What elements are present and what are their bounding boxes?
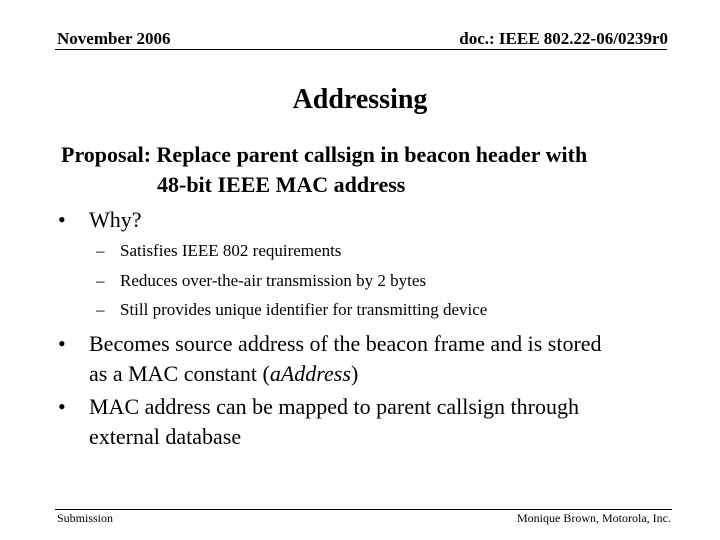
footer-author: Monique Brown, Motorola, Inc.	[517, 511, 671, 525]
proposal-text	[61, 140, 587, 200]
constant-name: aAddress	[269, 361, 351, 386]
bullet-mac	[58, 392, 579, 452]
sub-bullet-text: Reduces over-the-air transmission by 2 bytes	[120, 271, 427, 290]
bullet-marker: •	[58, 394, 66, 419]
bullet-why	[58, 205, 142, 235]
slide-title: Addressing	[292, 84, 428, 115]
sub-bullet-text: Satisfies IEEE 802 requirements	[120, 241, 342, 260]
bullet-becomes-line-1: Becomes source address of the beacon frame and is stored	[89, 331, 602, 356]
proposal-line-1: Proposal: Replace parent callsign in beacon header with	[61, 142, 588, 167]
bullet-why-text: Why?	[89, 207, 142, 232]
bullet-marker: •	[58, 207, 66, 232]
sub-bullet-text: Still provides unique identifier for transmitting device	[120, 300, 488, 319]
header-date: November 2006	[57, 29, 171, 48]
bullet-marker: •	[58, 331, 66, 356]
footer-divider	[55, 509, 672, 510]
bullet-mac-line-2: external database	[89, 424, 242, 449]
footer-submission: Submission	[57, 511, 114, 525]
bullet-becomes-line-2: as a MAC constant (aAddress)	[89, 361, 359, 386]
sub-bullet	[96, 240, 341, 262]
sub-bullet	[96, 299, 487, 321]
header-doc-id: doc.: IEEE 802.22-06/0239r0	[459, 29, 668, 48]
proposal-line-2: 48-bit IEEE MAC address	[157, 172, 406, 197]
dash-marker: –	[96, 271, 105, 290]
bullet-mac-line-1: MAC address can be mapped to parent callsign through	[89, 394, 579, 419]
dash-marker: –	[96, 241, 105, 260]
sub-bullet	[96, 270, 426, 292]
bullet-becomes	[58, 329, 602, 389]
header-divider	[55, 49, 667, 50]
dash-marker: –	[96, 300, 105, 319]
